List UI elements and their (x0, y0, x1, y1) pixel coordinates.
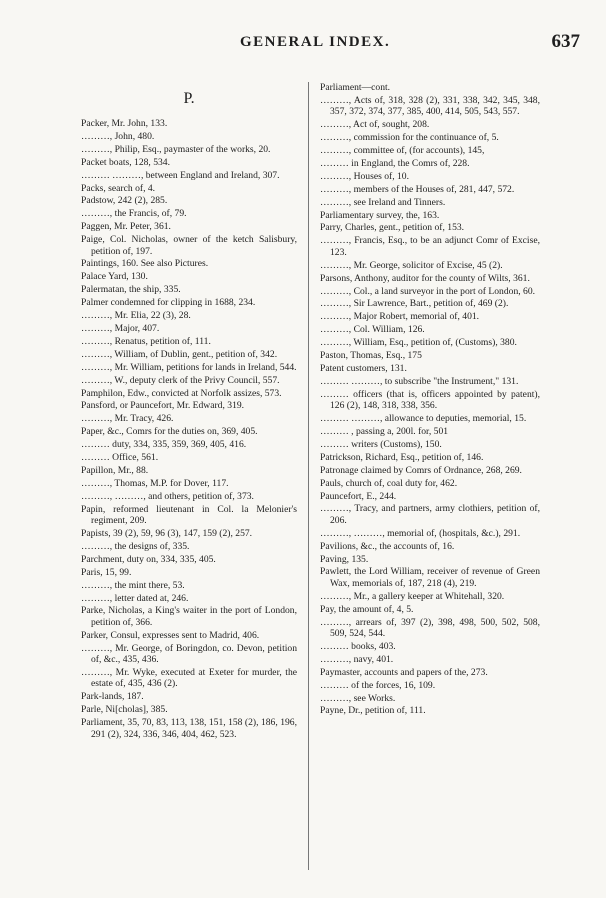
index-entry: ……… in England, the Comrs of, 228. (320, 157, 470, 169)
index-entry: Pauncefort, E., 244. (320, 490, 397, 502)
index-entry: Palermatan, the ship, 335. (81, 284, 181, 296)
index-entry: ………, the Francis, of, 79. (81, 208, 187, 220)
index-entry: ………, William, Esq., petition of, (Customs), 380. (320, 337, 517, 349)
index-entry: ………, Major, 407. (81, 323, 160, 334)
index-entry: ………, John, 480. (81, 130, 155, 142)
index-entry: Papists, 39 (2), 59, 96 (3), 147, 159 (2), 257. (81, 528, 253, 539)
index-entry: ……… officers (that is, officers appointed by patent), 126 (2), 148, 318, 338, 356. (320, 388, 540, 412)
index-entry: Parry, Charles, gent., petition of, 153. (320, 222, 465, 234)
index-entry: ………, Philip, Esq., paymaster of the works, 20. (81, 143, 271, 155)
index-entry: Payne, Dr., petition of, 111. (320, 705, 426, 717)
index-entry: Papin, reformed lieutenant in Col. la Melonier's regiment, 209. (81, 503, 297, 527)
index-entry: Paige, Col. Nicholas, owner of the ketch Salisbury, petition of, 197. (81, 234, 297, 257)
index-entry: ………, Mr. Tracy, 426. (81, 413, 174, 425)
page-header (70, 31, 580, 58)
index-entry: Papillon, Mr., 88. (81, 464, 149, 476)
index-entry: Pauls, church of, coal duty for, 462. (320, 477, 458, 489)
index-entry: ………, Mr., a gallery keeper at Whitehall, 320. (320, 590, 505, 602)
index-entry: Patent customers, 131. (320, 362, 407, 374)
index-entry: Parle, Ni[cholas], 385. (81, 704, 168, 716)
index-entry: Pansford, or Pauncefort, Mr. Edward, 319. (81, 400, 245, 412)
index-entry: Parliamentary survey, the, 163. (320, 209, 440, 221)
index-entry: ………, ………, and others, petition of, 373. (81, 490, 254, 502)
index-entry: ………, William, of Dublin, gent., petition of, 342. (81, 348, 278, 360)
index-entry: ………, Francis, Esq., to be an adjunct Comr of Excise, 123. (320, 235, 540, 258)
index-entry: ……… writers (Customs), 150. (320, 438, 442, 450)
index-entry: ………, commission for the continuance of, 5. (320, 132, 499, 144)
index-entry: ……… of the forces, 16, 109. (320, 679, 436, 691)
index-entry: Packer, Mr. John, 133. (81, 118, 168, 129)
index-entry: Park-lands, 187. (81, 691, 144, 703)
index-entry: Packs, search of, 4. (81, 182, 156, 194)
left-column (81, 82, 297, 741)
index-entry: Paggen, Mr. Peter, 361. (81, 221, 171, 233)
index-entry: ………, Major Robert, memorial of, 401. (320, 311, 480, 323)
index-entry: Paper, &c., Comrs for the duties on, 369, 405. (81, 426, 258, 438)
index-entry: Palace Yard, 130. (81, 271, 148, 283)
right-column (320, 82, 540, 718)
index-entry: Patrickson, Richard, Esq., petition of, 146. (320, 451, 484, 463)
page-number: 637 (551, 31, 580, 52)
index-entry: Paving, 135. (320, 553, 369, 565)
index-entry: ………, letter dated at, 246. (81, 592, 189, 604)
index-entry: Pay, the amount of, 4, 5. (320, 603, 414, 615)
index-entry: Paintings, 160. See also Pictures. (81, 258, 209, 270)
index-entry: Patronage claimed by Comrs of Ordnance, 268, 269. (320, 464, 522, 476)
index-entry: ………, the mint there, 53. (81, 579, 185, 591)
index-entry: Parchment, duty on, 334, 335, 405. (81, 553, 216, 565)
index-entry: Pamphilon, Edw., convicted at Norfolk assizes, 573. (81, 387, 282, 399)
index-entry: ………, Renatus, petition of, 111. (81, 335, 211, 347)
index-entry: ………, the designs of, 335. (81, 540, 190, 552)
index-entry: Pavilions, &c., the accounts of, 16. (320, 540, 455, 552)
index-entry: ………, Sir Lawrence, Bart., petition of, 469 (2). (320, 298, 509, 310)
index-entry: ………, Mr. Wyke, executed at Exeter for murder, the estate of, 435, 436 (2). (81, 666, 297, 690)
index-entry: ………, Mr. George, solicitor of Excise, 45 (2). (320, 259, 503, 271)
index-entry: ………, Thomas, M.P. for Dover, 117. (81, 477, 229, 489)
index-entry: ………, Col. William, 126. (320, 324, 425, 336)
right-index-entries (320, 82, 540, 717)
index-entry: ………, see Works. (320, 692, 396, 704)
left-index-entries (81, 118, 297, 740)
index-entry: ………, Mr. William, petitions for lands in Ireland, 544. (81, 361, 297, 373)
index-entry: ……… ………, between England and Ireland, 307. (81, 169, 280, 181)
index-entry: ………, committee of, (for accounts), 145, (320, 145, 485, 157)
running-title: GENERAL INDEX. (240, 34, 391, 50)
index-entry: Parke, Nicholas, a King's waiter in the port of London, petition of, 366. (81, 605, 297, 628)
index-entry: ………, navy, 401. (320, 653, 394, 665)
index-entry: ……… ………, allowance to deputies, memorial, 15. (320, 413, 527, 425)
index-entry: ……… books, 403. (320, 640, 396, 652)
index-entry: ………, Acts of, 318, 328 (2), 331, 338, 342, 345, 348, 357, 372, 374, 377, 385, 400, 414, 505, 543, 557. (320, 94, 540, 118)
index-entry: ……… duty, 334, 335, 359, 369, 405, 416. (81, 439, 247, 451)
index-entry: Pawlett, the Lord William, receiver of revenue of Green Wax, memorials of, 187, 218 (4), 219. (320, 566, 540, 589)
index-entry: ………, arrears of, 397 (2), 398, 498, 500, 502, 508, 509, 524, 544. (320, 616, 540, 639)
index-entry: ………, W., deputy clerk of the Privy Council, 557. (81, 374, 280, 386)
index-entry: ……… , passing a, 200l. for, 501 (320, 425, 449, 437)
section-letter: P. (183, 90, 195, 107)
index-entry: ………, members of the Houses of, 281, 447, 572. (320, 183, 515, 195)
index-entry: ………, Tracy, and partners, army clothiers, petition of, 206. (320, 503, 540, 526)
index-entry: Padstow, 242 (2), 285. (81, 195, 168, 207)
column-divider (308, 82, 309, 870)
index-entry: ………, Mr. George, of Boringdon, co. Devon, petition of, &c., 435, 436. (81, 642, 297, 666)
index-entry: ………, see Ireland and Tinners. (320, 196, 446, 208)
index-entry: Paston, Thomas, Esq., 175 (320, 350, 422, 362)
index-entry: ………, ………, memorial of, (hospitals, &c.), 291. (320, 527, 521, 539)
index-entry: Parker, Consul, expresses sent to Madrid, 406. (81, 629, 260, 641)
index-entry: ………, Act of, sought, 208. (320, 119, 430, 131)
index-entry: ……… ………, to subscribe "the Instrument," 131. (320, 375, 519, 387)
index-entry: Paymaster, accounts and papers of the, 273. (320, 666, 488, 678)
index-entry: Packet boats, 128, 534. (81, 156, 170, 168)
index-entry: ……… Office, 561. (81, 452, 159, 464)
index-entry: ………, Houses of, 10. (320, 170, 410, 182)
index-entry: ………, Col., a land surveyor in the port of London, 60. (320, 285, 536, 297)
index-entry: Parliament, 35, 70, 83, 113, 138, 151, 158 (2), 186, 196, 291 (2), 324, 336, 346, 404, 462, 523. (81, 717, 297, 740)
index-entry: Palmer condemned for clipping in 1688, 234. (81, 297, 256, 309)
index-entry: Parsons, Anthony, auditor for the county of Wilts, 361. (320, 272, 530, 284)
index-entry: Paris, 15, 99. (81, 566, 132, 578)
index-entry: ………, Mr. Elia, 22 (3), 28. (81, 310, 191, 322)
index-entry: Parliament—cont. (320, 82, 391, 93)
